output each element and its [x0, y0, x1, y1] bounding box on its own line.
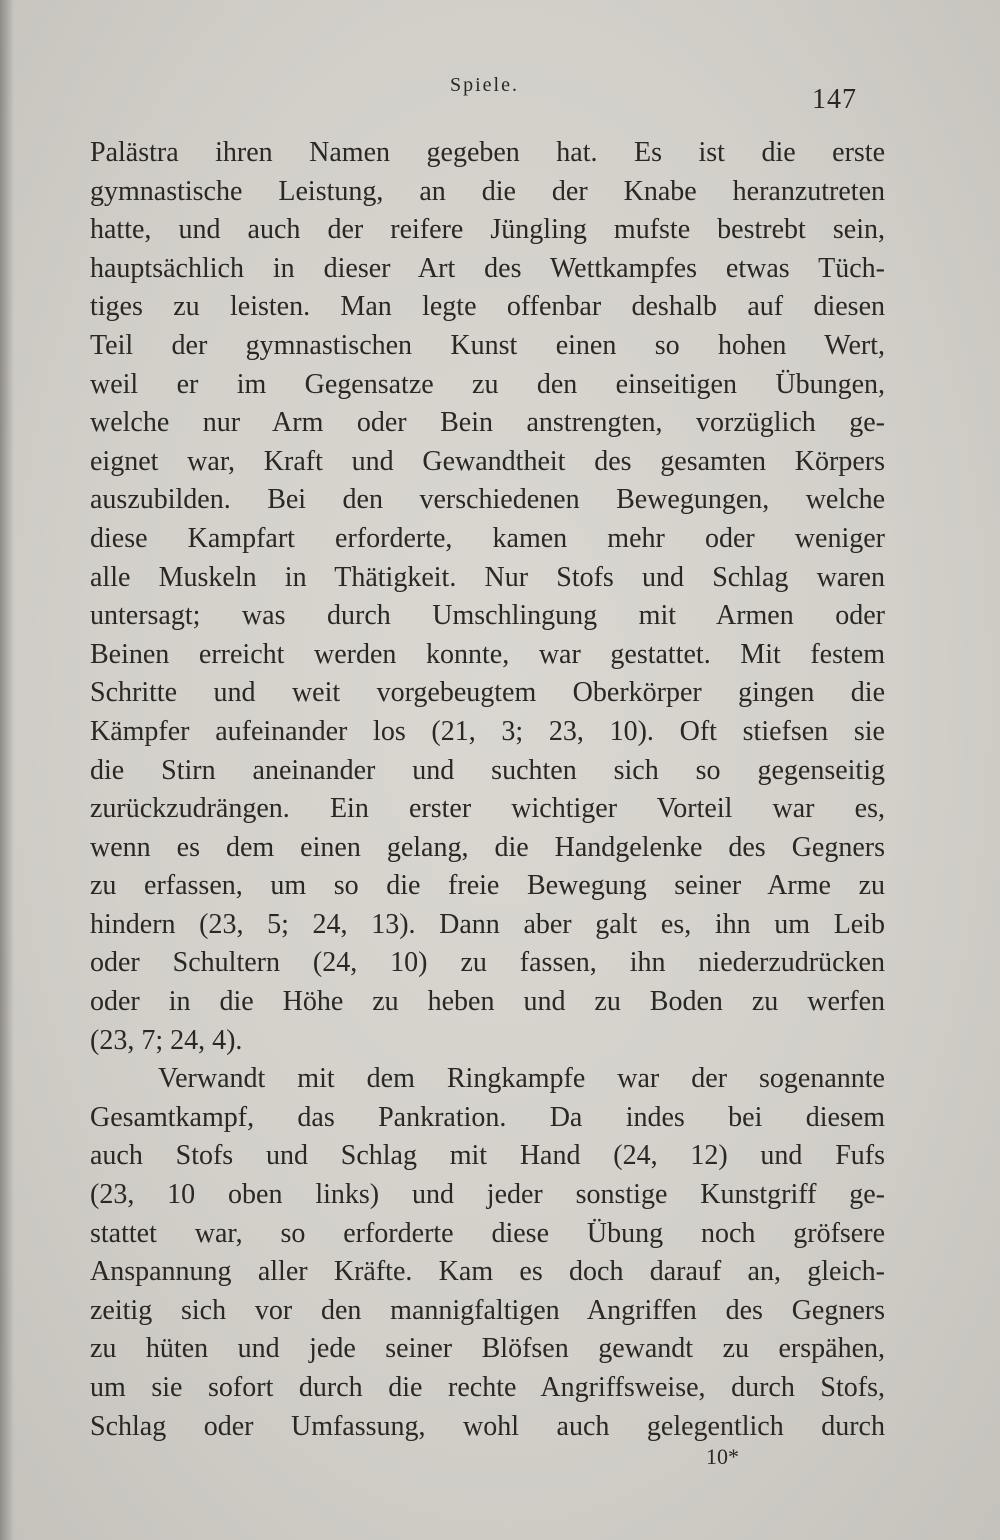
text-line: auch Stofs und Schlag mit Hand (24, 12) und Fufs	[90, 1140, 885, 1172]
running-title: Spiele.	[450, 74, 519, 96]
text-line: Kämpfer aufeinander los (21, 3; 23, 10). Oft stiefsen sie	[90, 715, 885, 747]
text-line: hauptsächlich in dieser Art des Wettkampfes etwas Tüch-	[90, 252, 885, 284]
text-line: wenn es dem einen gelang, die Handgelenke des Gegners	[90, 831, 885, 863]
paragraph-end-line: (23, 7; 24, 4).	[90, 1024, 243, 1056]
text-line: Anspannung aller Kräfte. Kam es doch darauf an, gleich-	[90, 1256, 885, 1288]
text-line: (23, 10 oben links) und jeder sonstige Kunstgriff ge-	[90, 1179, 885, 1211]
text-line: Schritte und weit vorgebeugtem Oberkörper gingen die	[90, 677, 885, 709]
text-line: hindern (23, 5; 24, 13). Dann aber galt es, ihn um Leib	[90, 908, 885, 940]
body-text	[90, 134, 885, 1446]
paragraph-start-line: Verwandt mit dem Ringkampfe war der sogenannte	[158, 1063, 885, 1095]
text-line: Teil der gymnastischen Kunst einen so hohen Wert,	[90, 329, 885, 361]
text-line: hatte, und auch der reifere Jüngling mufste bestrebt sein,	[90, 214, 885, 246]
text-line: Gesamtkampf, das Pankration. Da indes bei diesem	[90, 1101, 885, 1133]
text-line: Palästra ihren Namen gegeben hat. Es ist die erste	[90, 137, 885, 168]
text-line: weil er im Gegensatze zu den einseitigen Übungen,	[90, 368, 885, 400]
text-line: zeitig sich vor den mannigfaltigen Angriffen des Gegners	[90, 1294, 885, 1326]
text-line: auszubilden. Bei den verschiedenen Bewegungen, welche	[90, 484, 885, 516]
text-line: diese Kampfart erforderte, kamen mehr oder weniger	[90, 522, 885, 554]
text-line: eignet war, Kraft und Gewandtheit des gesamten Körpers	[90, 445, 885, 477]
text-line: welche nur Arm oder Bein anstrengten, vorzüglich ge-	[90, 407, 885, 439]
text-line: untersagt; was durch Umschlingung mit Armen oder	[90, 600, 885, 632]
text-line: Schlag oder Umfassung, wohl auch gelegentlich durch	[90, 1410, 885, 1442]
text-line: um sie sofort durch die rechte Angriffsweise, durch Stofs,	[90, 1372, 885, 1403]
text-line: die Stirn aneinander und suchten sich so gegenseitig	[90, 754, 885, 786]
text-line: oder in die Höhe zu heben und zu Boden zu werfen	[90, 986, 885, 1018]
text-line: zu hüten und jede seiner Blöfsen gewandt zu erspähen,	[90, 1333, 885, 1365]
text-line: zu erfassen, um so die freie Bewegung seiner Arme zu	[90, 870, 885, 902]
page-gutter-shadow	[0, 0, 14, 1540]
text-line: oder Schultern (24, 10) zu fassen, ihn niederzudrücken	[90, 947, 885, 979]
signature-mark: 10*	[706, 1444, 739, 1469]
text-line: stattet war, so erforderte diese Übung noch gröfsere	[90, 1217, 885, 1249]
text-line: alle Muskeln in Thätigkeit. Nur Stofs und Schlag waren	[90, 561, 885, 593]
text-line: Beinen erreicht werden konnte, war gestattet. Mit festem	[90, 638, 885, 670]
text-line: tiges zu leisten. Man legte offenbar deshalb auf diesen	[90, 291, 885, 323]
page-number: 147	[812, 84, 857, 115]
running-head	[0, 70, 1000, 115]
text-line: zurückzudrängen. Ein erster wichtiger Vorteil war es,	[90, 793, 885, 825]
text-line: gymnastische Leistung, an die der Knabe heranzutreten	[90, 175, 885, 207]
